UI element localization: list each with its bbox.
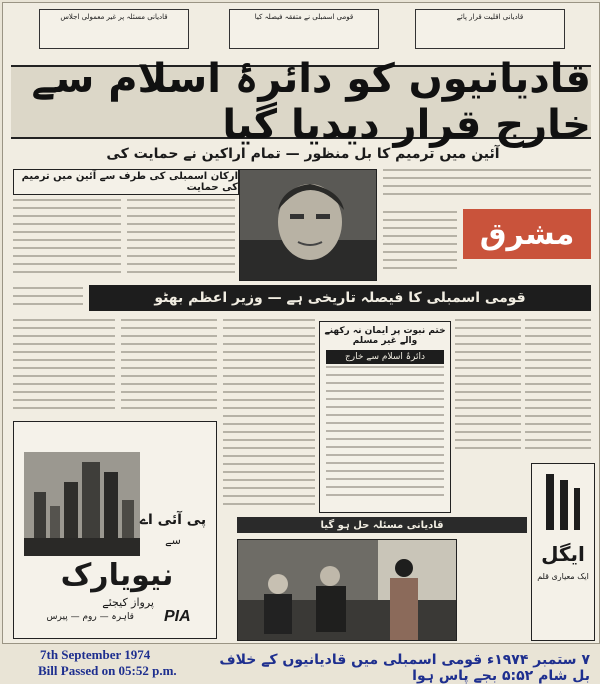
quote-banner-text: قومی اسمبلی کا فیصلہ تاریخی ہے — وزیر اعظم بھٹو — [154, 290, 526, 306]
pia-city-text: نیویارک — [60, 558, 174, 593]
caption-date: 7th September 1974 — [40, 647, 151, 662]
skyline-illustration — [24, 452, 140, 556]
mashriq-masthead — [463, 209, 591, 259]
pia-routes: قاہرہ — روم — پیرس — [46, 612, 134, 622]
text-column-3 — [13, 319, 115, 415]
pia-logo: PIA — [164, 608, 191, 625]
eagle-sub: ایک معیاری قلم — [537, 572, 589, 581]
pia-advertisement — [13, 421, 217, 639]
eagle-advertisement — [531, 463, 595, 641]
pen-icon — [538, 474, 588, 534]
center-box-title: ختم نبوت پر ایمان نہ رکھنے والے غیر مسلم — [324, 326, 446, 346]
top-note-center-text: قومی اسمبلی نے متفقہ فیصلہ کیا — [254, 13, 354, 21]
subhead — [9, 143, 597, 165]
center-boxed-article — [319, 321, 451, 513]
caption-urdu: ۷ ستمبر ۱۹۷۴ء قومی اسمبلی میں قادیانیوں کے خلاف بل شام ۵:۵۲ بجے پاس ہوا — [219, 652, 590, 684]
text-column-6 — [455, 319, 521, 459]
text-column-right-top — [383, 169, 591, 205]
top-note-center — [229, 9, 379, 49]
portrait-illustration — [240, 170, 376, 280]
portrait-photo — [239, 169, 377, 281]
text-column-1 — [13, 199, 121, 281]
top-note-left-text: قادیانی مسئلہ پر غیر معمولی اجلاس — [60, 13, 168, 21]
text-column-7 — [525, 319, 591, 459]
mashriq-text: مشرق — [479, 216, 575, 252]
bottom-banner-text: قادیانی مسئلہ حل ہو گیا — [320, 519, 444, 531]
eagle-brand: ایگل — [541, 542, 585, 566]
top-note-right — [415, 9, 565, 49]
text-column-4 — [121, 319, 217, 415]
caption-passed: Bill Passed on 05:52 p.m. — [38, 663, 177, 678]
pia-urdu-name: پی آئی اے — [139, 512, 207, 528]
pia-tagline: پرواز کیجئے — [102, 596, 154, 609]
main-headline — [11, 56, 591, 148]
text-column-right-mid — [383, 211, 457, 281]
sub-box — [13, 169, 239, 195]
main-headline-text: قادیانیوں کو دائرۂ اسلام سے خارج قرار دیدیا گیا — [31, 56, 591, 148]
subhead-text: آئین میں ترمیم کا بل منظور — تمام اراکین نے حمایت کی — [106, 146, 500, 162]
top-note-right-text: قادیانی اقلیت قرار پائے — [456, 13, 524, 21]
sub-box-text: ارکان اسمبلی کی طرف سے آئین میں ترمیم کی حمایت — [21, 171, 238, 193]
pia-se-text: سے — [165, 534, 181, 547]
text-column-2 — [127, 199, 235, 281]
quote-banner — [89, 285, 591, 311]
top-note-left — [39, 9, 189, 49]
newspaper-page — [2, 2, 600, 644]
text-column-5 — [223, 319, 315, 515]
center-box-body — [326, 366, 444, 506]
text-column-banner-left — [13, 287, 83, 311]
bottom-banner — [237, 517, 527, 533]
center-box-sub: دائرۂ اسلام سے خارج — [326, 350, 444, 364]
assembly-illustration — [238, 540, 456, 640]
assembly-photo — [237, 539, 457, 641]
